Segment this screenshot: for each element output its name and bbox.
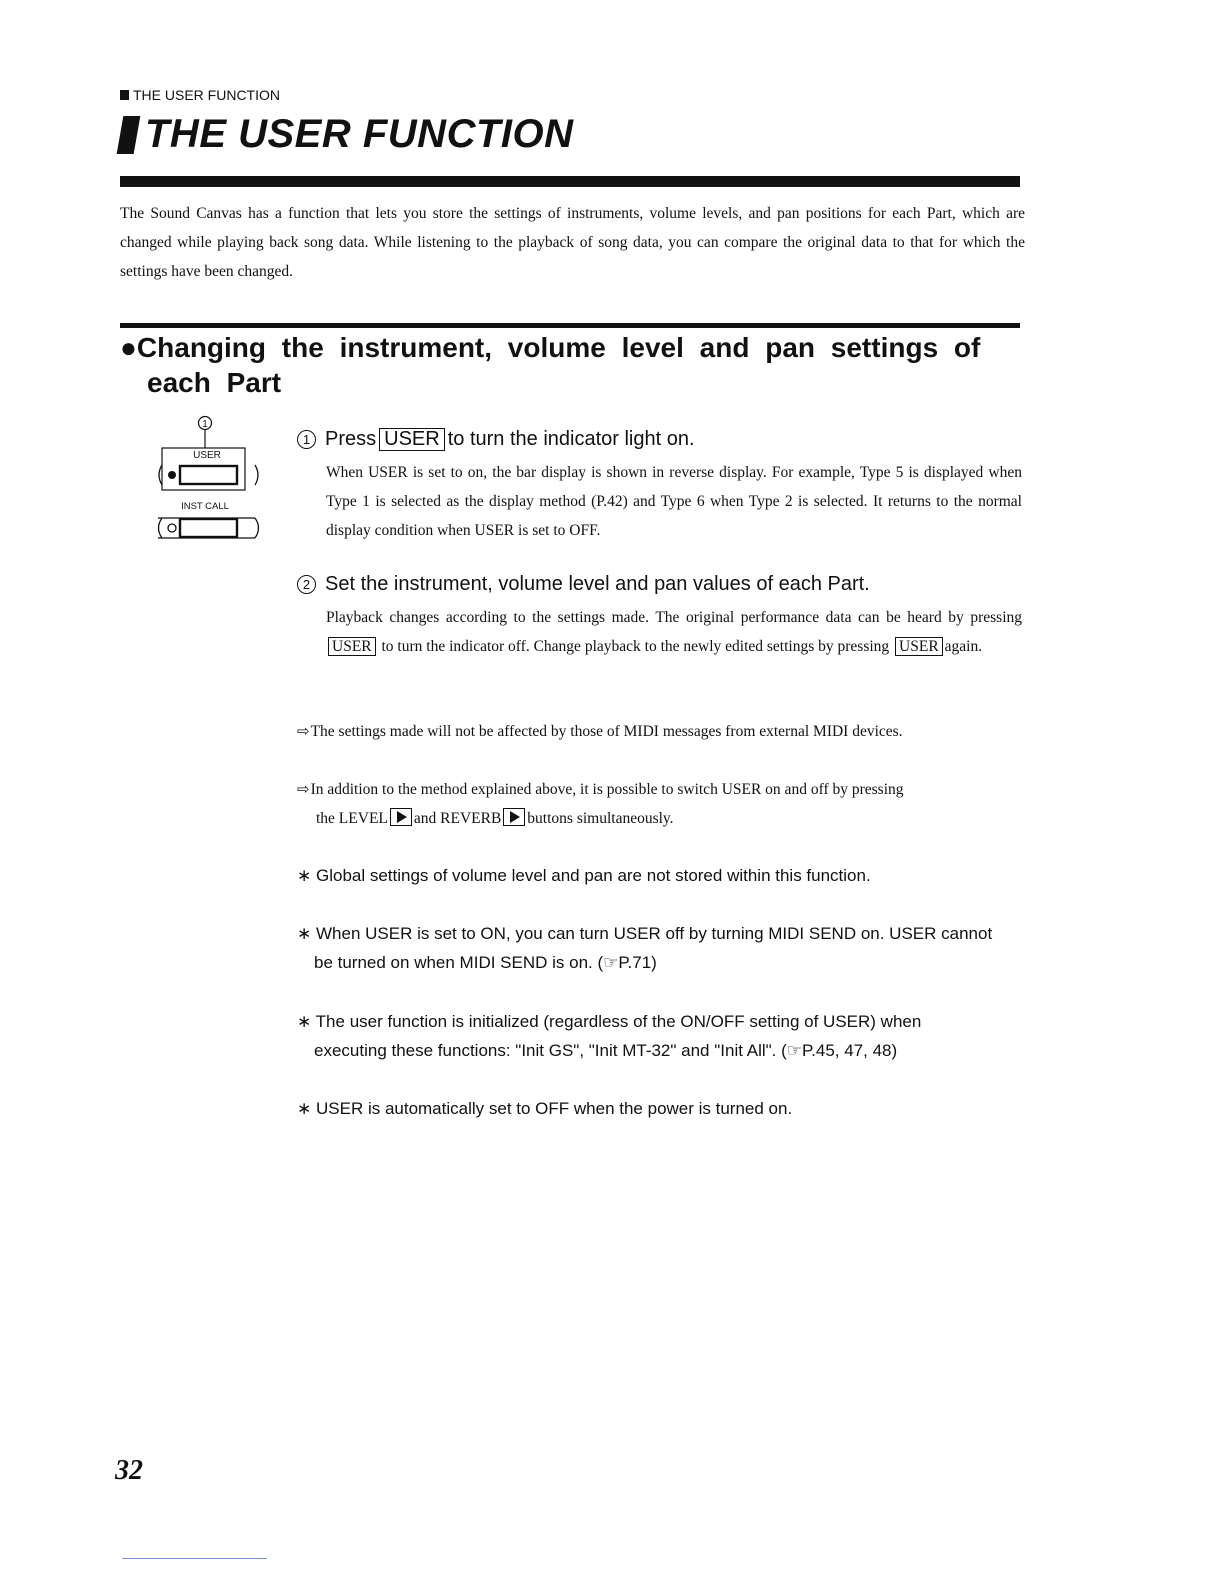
page-title [120,112,574,157]
note-1: ⇨The settings made will not be affected by those of MIDI messages from external MIDI devices. [297,722,903,740]
play-button-icon [503,808,525,826]
title-bar-icon [117,116,141,154]
page-number: 32 [115,1455,143,1486]
section-heading-line1: Changing the instrument, volume level and pan settings of [136,332,981,363]
arrow-icon: ⇨ [297,780,310,798]
section-heading-line2: each Part [147,367,282,398]
play-button-icon [390,808,412,826]
star-note-1: ∗ Global settings of volume level and pan are not stored within this function. [297,866,871,885]
user-key: USER [895,637,943,656]
panel-buttons-diagram [150,415,270,550]
arrow-icon: ⇨ [297,722,310,740]
page-title-text: THE USER FUNCTION [145,112,574,156]
step-2 [297,573,1022,661]
intro-paragraph: The Sound Canvas has a function that lets you store the settings of instruments, volume levels, and pan positions for each Part, which are changed while playing back song data. While listening to the playback of song data, you can compare the original data to that for which the settings have been changed. [120,205,1025,280]
step-2-number: 2 [297,575,316,594]
step-1-number: 1 [297,430,316,449]
step-1 [297,428,1022,545]
user-key: USER [328,637,376,656]
user-key: USER [379,428,445,451]
star-note-2: ∗ When USER is set to ON, you can turn USER off by turning MIDI SEND on. USER cannot be turned on when MIDI SEND is on. (☞P.71) [297,924,993,972]
title-rule [120,176,1020,187]
bullet-dot-icon: ● [120,332,137,363]
panel-illustration [150,415,270,550]
asterisk-icon: ∗ [297,1012,312,1031]
step-2-body: Playback changes according to the settings made. The original performance data can be heard by pressing USER to turn the indicator off. Change playback to the newly edited settings by pressing USER again. [326,609,1022,655]
footer-line [122,1558,267,1559]
running-header [120,87,280,103]
step-1-body: When USER is set to on, the bar display is shown in reverse display. For example, Type 5 is displayed when Type 1 is selected as the display method (P.42) and Type 6 when Type 2 is selected. It returns to the normal display condition when USER is set to OFF. [326,464,1022,539]
asterisk-icon: ∗ [297,924,312,943]
asterisk-icon: ∗ [297,866,312,885]
user-button-label: USER [193,450,221,461]
note-2: ⇨In addition to the method explained above, it is possible to switch USER on and off by pressing the LEVEL and REVERB buttons simultaneously. [297,780,904,827]
running-header-text: THE USER FUNCTION [133,87,280,103]
section-rule [120,323,1020,328]
square-bullet-icon [120,90,129,100]
callout-number: 1 [202,419,208,430]
inst-call-label: INST CALL [181,501,229,512]
star-note-3: ∗ The user function is initialized (regardless of the ON/OFF setting of USER) when executing these functions: "Init GS", "Init MT-32" and "Init All". (☞P.45, 47, 48) [297,1012,922,1060]
step-1-title: 1 Press USER to turn the indicator light on. [297,428,1022,451]
section-heading [120,330,1020,400]
step-2-title: 2 Set the instrument, volume level and pan values of each Part. [297,573,1022,596]
asterisk-icon: ∗ [297,1099,312,1118]
star-note-4: ∗ USER is automatically set to OFF when the power is turned on. [297,1099,793,1118]
